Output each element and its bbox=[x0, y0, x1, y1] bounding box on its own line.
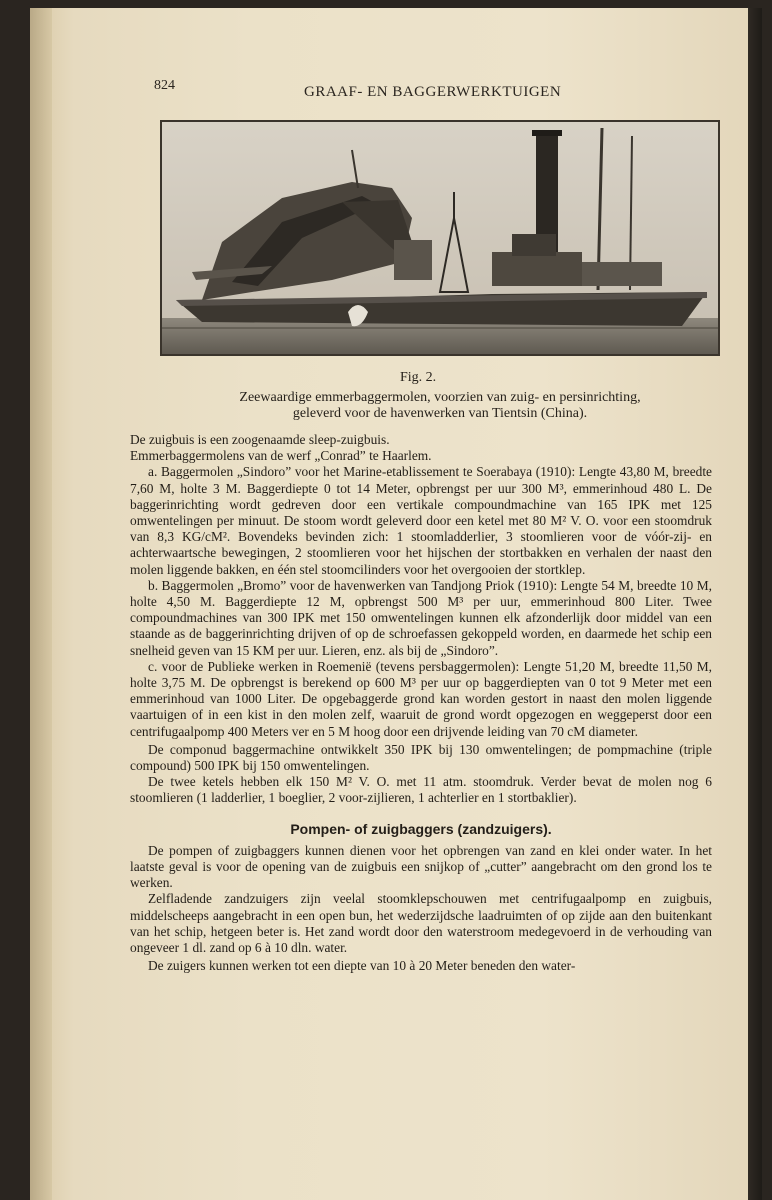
paragraph: De zuigbuis is een zoogenaamde sleep-zuigbuis. bbox=[130, 432, 390, 447]
paragraph: De pompen of zuigbaggers kunnen dienen voor het opbrengen van zand en klei onder water. In het laatste geval is voor de opening van de zuigbuis een snijkop of „cutter” aangebracht om den grond los te werken. bbox=[130, 842, 712, 891]
paragraph: Zelfladende zandzuigers zijn veelal stoomklepschouwen met centrifugaalpomp en zuigbuis, middelscheeps aangebracht in een open bun, het wederzijdsche laadruimten of op zijde aan den buitenkant van het schip, hetgeen beter is. Het zand wordt door den waterstroom medegevoerd in de verhouding van ongeveer 1 dl. zand op 6 à 10 dln. water. bbox=[130, 891, 712, 956]
page-edge bbox=[748, 8, 762, 1200]
dredger-ship-illustration bbox=[162, 122, 718, 354]
paragraph: De zuigers kunnen werken tot een diepte van 10 à 20 Meter beneden den water- bbox=[148, 958, 576, 974]
paragraph: De componud baggermachine ontwikkelt 350 IPK bij 130 omwentelingen; de pompmachine (triple compound) 500 IPK bij 150 omwentelingen. bbox=[130, 741, 712, 774]
caption-line: Zeewaardige emmerbaggermolen, voorzien van zuig- en persinrichting, bbox=[239, 390, 641, 405]
paragraph: b. Baggermolen „Bromo” voor de havenwerken van Tandjong Priok (1910): Lengte 54 M, breedte 10 M, holte 4,50 M. Baggerdiepte 12 M, opbrengst 500 M³ per uur, emmerinhoud 800 Liter. Twee compoundmachines van 300 IPK met 150 omwentelingen kunnen elk afzonderlijk door middel van een staande as de baggerinrichting drijven of op de schroefassen gekoppeld worden, en daarmede het schip een snelheid geven van 15 KM per uur. Lieren, enz. als bij de „Sindoro”. bbox=[130, 577, 712, 658]
running-head: GRAAF- EN BAGGERWERKTUIGEN bbox=[304, 84, 562, 100]
paragraph: a. Baggermolen „Sindoro” voor het Marine-etablissement te Soerabaya (1910): Lengte 43,80 M, breedte 7,60 M, holte 3 M. Baggerdiepte 0 tot 14 Meter, opbrengst per uur 300 M³, emmerinhoud 480 L. De baggerinrichting wordt gedreven door een vertikale compoundmachine van 165 IPK met 125 omwentelingen per minuut. De stoom wordt geleverd door een ketel met 80 M² V. O. voor een stoomdruk van 8,3 KG/cM². Bovendeks bevinden zich: 1 stoomladderlier, 3 stoomlieren voor de vóór-zij- en achterwaartsche bewegingen, 2 stoomlieren voor het hijschen der stortbakken en verhalen der naast den molen liggende bakken, en één stel stoomcilinders voor het overgooien der stortklep. bbox=[130, 464, 712, 577]
figure-photo bbox=[160, 120, 720, 356]
paragraph: c. voor de Publieke werken in Roemenië (tevens persbaggermolen): Lengte 51,20 M, breedte 11,50 M, holte 3,75 M. De opbrengst is berekend op 600 M³ per uur op baggerdiepten van 0 tot 9 Meter met een emmerinhoud van 1000 Liter. De opgebaggerde grond kan worden gestort in naast den molen liggende vaartuigen of in een kist in den molen zelf, waaruit de grond wordt opgezogen en weggeperst door een centrifugaalpomp 400 Meters ver en 5 M hoog door een drijvende leiding van 70 cM diameter. bbox=[130, 658, 712, 739]
figure-caption bbox=[160, 390, 720, 422]
figure-label: Fig. 2. bbox=[400, 370, 437, 385]
page-header bbox=[124, 74, 704, 104]
book-spine-shadow bbox=[30, 8, 52, 1200]
section-heading: Pompen- of zuigbaggers (zandzuigers). bbox=[290, 820, 552, 837]
page-number: 824 bbox=[154, 78, 175, 93]
paragraph: Emmerbaggermolens van de werf „Conrad” te Haarlem. bbox=[130, 448, 432, 464]
body-text bbox=[130, 432, 712, 975]
caption-line: geleverd voor de havenwerken van Tientsin (China). bbox=[292, 406, 588, 421]
paragraph: De twee ketels hebben elk 150 M² V. O. met 11 atm. stoomdruk. Verder bevat de molen nog 6 stoomlieren (1 ladderlier, 1 boeglier, 2 voor-zijlieren, 1 achterlier en 1 stortbaklier). bbox=[130, 774, 712, 806]
